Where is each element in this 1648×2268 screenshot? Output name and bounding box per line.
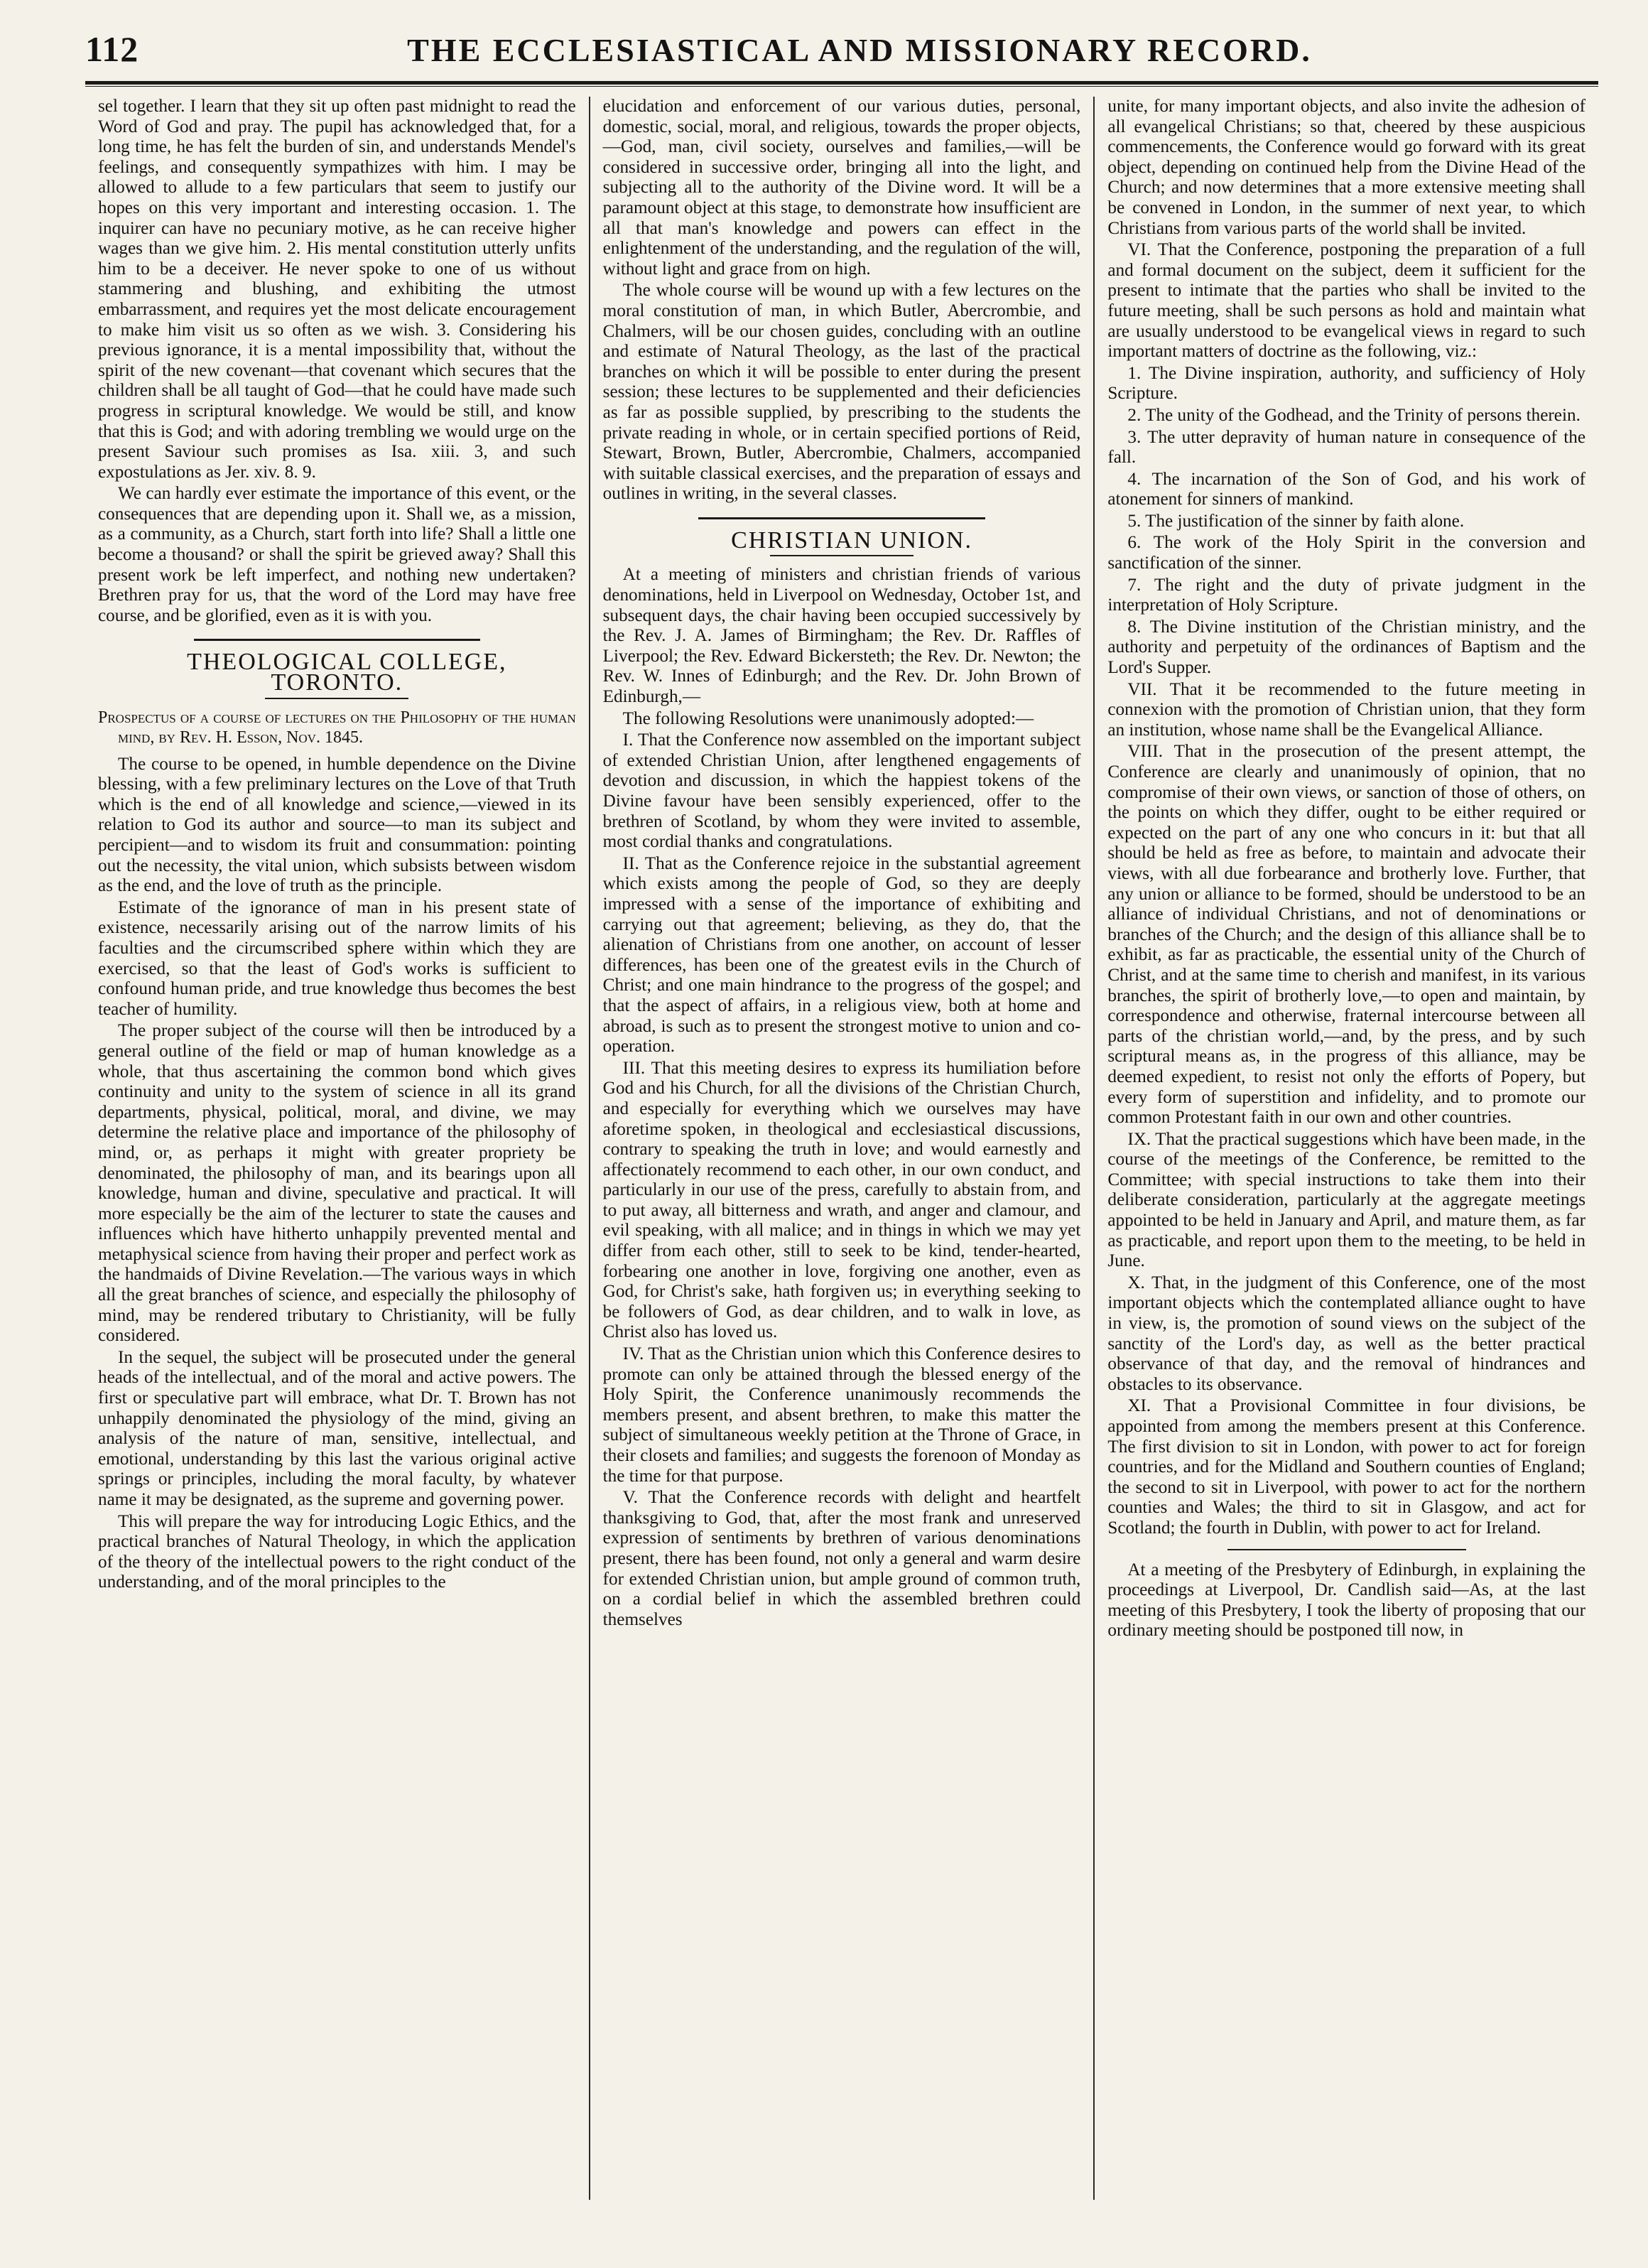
section-divider xyxy=(698,517,985,519)
page-number: 112 xyxy=(85,29,139,69)
section-divider xyxy=(770,555,914,556)
paragraph: The course to be opened, in humble dependence on the Divine blessing, with a few preliminary lectures on the Love of that Truth which is the end of all knowledge and science,—viewed in its relation to God its author and source—to man its subject and percipient—and to wisdom its fruit and consummation: pointing out the necessity, the vital union, which subsists between wisdom as the end, and the love of truth as the principle. xyxy=(98,754,576,896)
resolution: II. That as the Conference rejoice in the substantial agreement which exists among the people of God, so they are deeply impressed with a sense of the importance of exhibiting and carrying out that agreement; believing, as they do, that the alienation of Christians from one another, on account of lesser differences, has been one of the greatest evils in the Church of Christ; and one main hindrance to the progress of the gospel; and that the aspect of affairs, in a religious view, both at home and abroad, is such as to present the strongest motive to union and co-operation. xyxy=(602,853,1081,1057)
resolution: XI. That a Provisional Committee in four divisions, be appointed from among the members present at this Conference. The first division to sit in London, with power to act for foreign countries, and for the Midland and Southern counties of England; the second to sit in Liverpool, with power to act for the northern counties and Wales; the third to sit in Glasgow, and act for Scotland; the fourth in Dublin, with power to act for Ireland. xyxy=(1107,1396,1586,1538)
article-columns xyxy=(85,97,1598,2200)
section-divider xyxy=(1227,1549,1466,1550)
paragraph: sel together. I learn that they sit up often past midnight to read the Word of God and pray. The pupil has acknowledged that, for a long time, he has felt the burden of sin, and understands Mendel's feelings, and consequently sympathizes with him. I may be allowed to allude to a few particulars that seem to justify our hopes on this very important and interesting occasion. 1. The inquirer can have no pecuniary motive, as he can receive higher wages than we give him. 2. His mental constitution utterly unfits him to be a deceiver. He never spoke to one of us without stammering and blushing, and exhibiting the utmost embarrassment, and requires yet the most delicate encouragement to make him visit us so often as we wish. 3. Considering his previous ignorance, it is a mental impossibility that, without the spirit of the new covenant—that covenant which secures that the children shall be all taught of God—that he could have made such progress in scriptural knowledge. We would be still, and know that this is God; and with adoring trembling we would urge on the present Saviour such promises as Isa. xiii. 3, and such expostulations as Jer. xiv. 8. 9. xyxy=(98,97,576,482)
paragraph: In the sequel, the subject will be prosecuted under the general heads of the intellectual, and of the moral and active powers. The first or speculative part will embrace, what Dr. T. Brown has not unhappily denominated the physiology of the mind, giving an analysis of the nature of man, sensitive, intellectual, and emotional, understanding by this last the various original active springs or principles, including the moral faculty, by whatever name it may be designated, as the supreme and governing power. xyxy=(98,1347,576,1509)
paragraph: The proper subject of the course will then be introduced by a general outline of the field or map of human knowledge as a whole, that thus ascertaining the common bond which gives continuity and unity to the system of science in all its grand departments, physical, political, moral, and divine, we may determine the relative place and importance of the philosophy of mind, or, as perhaps it might with greater propriety be denominated, the philosophy of man, and its bearings upon all knowledge, human and divine, speculative and practical. It will more especially be the aim of the lecturer to state the causes and influences which have hitherto unhappily prevented mental and metaphysical science from having their proper and perfect work as the handmaids of Divine Revelation.—The various ways in which all the great branches of science, and especially the philosophy of mind, may be rendered tributary to Christianity, will be fully considered. xyxy=(98,1021,576,1346)
paragraph: We can hardly ever estimate the importance of this event, or the consequences that are depending upon it. Shall we, as a mission, as a community, as a Church, start forth into life? Shall a little one become a thousand? or shall the spirit be grieved away? Shall this present work be left imperfect, and nothing new undertaken? Brethren pray for us, that the word of the Lord may have free course, and be glorified, even as it is with you. xyxy=(98,484,576,625)
paragraph: unite, for many important objects, and also invite the adhesion of all evangelical Christians; so that, cheered by these auspicious commencements, the Conference would go forward with its great object, depending on continued help from the Divine Head of the Church; and now determines that a more extensive meeting shall be convened in London, in the summer of next year, to which Christians from various parts of the world shall be invited. xyxy=(1107,97,1586,238)
doctrine-item: 5. The justification of the sinner by faith alone. xyxy=(1127,511,1465,531)
doctrine-item: 6. The work of the Holy Spirit in the conversion and sanctification of the sinner. xyxy=(1107,533,1586,573)
resolution: IX. That the practical suggestions which have been made, in the course of the meetings of the Conference, be remitted to the Committee; with special instructions to take them into their deliberate consideration, particularly at the aggregate meetings appointed to be held in January and April, and mature them, as far as practicable, and report upon them to the meeting, to be held in June. xyxy=(1107,1129,1586,1271)
resolution: VII. That it be recommended to the future meeting in connexion with the promotion of Christian union, that they form an institution, whose name shall be the Evangelical Alliance. xyxy=(1107,679,1586,740)
resolution: X. That, in the judgment of this Conference, one of the most important objects which the contemplated alliance ought to have in view, is, the promotion of sound views on the subject of the sanctity of the Lord's day, as well as the better practical observance of that day, and the removal of hindrances and obstacles to its observance. xyxy=(1107,1273,1586,1394)
section-title-christian-union: CHRISTIAN UNION. xyxy=(731,526,972,554)
doctrine-item: 1. The Divine inspiration, authority, and sufficiency of Holy Scripture. xyxy=(1107,363,1586,404)
paragraph: At a meeting of ministers and christian friends of various denominations, held in Liverpool on Wednesday, October 1st, and subsequent days, the chair having been occupied successively by the Rev. J. A. James of Birmingham; the Rev. Dr. Raffles of Liverpool; the Rev. Edward Bickersteth; the Rev. Dr. Newton; the Rev. W. Innes of Edinburgh; and the Rev. Dr. John Brown of Edinburgh,— xyxy=(602,565,1081,707)
doctrine-item: 8. The Divine institution of the Christian ministry, and the authority and perpetuity of the ordinances of Baptism and the Lord's Supper. xyxy=(1107,617,1586,678)
paragraph: elucidation and enforcement of our various duties, personal, domestic, social, moral, and religious, towards the proper objects,—God, man, civil society, ourselves and families,—will be considered in successive order, bringing all into the light, and subjecting all to the authority of the Divine word. It will be a paramount object at this stage, to demonstrate how insufficient are all that man's knowledge and powers can effect in the enlightenment of the understanding, and the regulation of the will, without light and grace from on high. xyxy=(602,97,1081,279)
section-title-theological-college: THEOLOGICAL COLLEGE, TORONTO. xyxy=(187,649,507,696)
prospectus-heading: Prospectus of a course of lectures on the Philosophy of the human mind, by Rev. H. Esson, Nov. 1845. xyxy=(98,708,576,747)
running-title: THE ECCLESIASTICAL AND MISSIONARY RECORD. xyxy=(407,32,1312,68)
column-2 xyxy=(589,97,1094,2200)
resolution: I. That the Conference now assembled on the important subject of extended Christian Union, after lengthened engagements of devotion and discussion, in which the happiest tokens of the Divine favour have been sensibly experienced, offer to the brethren of Scotland, by whom they were invited to assemble, most cordial thanks and congratulations. xyxy=(602,730,1081,852)
column-3 xyxy=(1093,97,1598,2200)
resolution: V. That the Conference records with delight and heartfelt thanksgiving to God, that, after the most frank and unreserved expression of sentiments by brethren of various denominations present, there has been found, not only a general and warm desire for extended Christian union, but ample ground of common truth, on a cordial belief in which the assembled brethren could themselves xyxy=(602,1488,1081,1629)
resolution: VI. That the Conference, postponing the preparation of a full and formal document on the subject, deem it sufficient for the present to intimate that the parties who shall be invited to the future meeting, shall be such persons as hold and maintain what are usually understood to be evangelical views in regard to such important matters of doctrine as the following, viz.: xyxy=(1107,240,1586,362)
paragraph: Estimate of the ignorance of man in his present state of existence, necessarily arising out of the narrow limits of his faculties and the circumscribed sphere within which they are exercised, so that the least of God's works is sufficient to confound human pride, and true knowledge thus becomes the best teacher of humility. xyxy=(98,897,576,1019)
page-header xyxy=(85,28,1598,81)
resolution: VIII. That in the prosecution of the present attempt, the Conference are clearly and unanimously of opinion, that no compromise of their own views, or sanction of those of others, on the points on which they differ, ought to be either required or expected on the part of any one who concurs in it: but that all should be held as free as before, to maintain and advocate their views, with all due forbearance and brotherly love. Further, that any union or alliance to be formed, should be understood to be an alliance of individual Christians, and not of denominations or branches of the Church; and the design of this alliance shall be to exhibit, as far as practicable, the essential unity of the Church of Christ, and at the same time to cherish and manifest, in its various branches, the spirit of brotherly love,—to open and maintain, by correspondence and otherwise, fraternal intercourse between all parts of the christian world,—and, by the press, and by such scriptural means as, in the progress of this alliance, may be deemed expedient, to resist not only the efforts of Popery, but every form of superstition and infidelity, and to promote our common Protestant faith in our own and other countries. xyxy=(1107,742,1586,1128)
paragraph: At a meeting of the Presbytery of Edinburgh, in explaining the proceedings at Liverpool, Dr. Candlish said—As, at the last meeting of this Presbytery, I took the liberty of proposing that our ordinary meeting should be postponed till now, in xyxy=(1107,1560,1586,1641)
doctrine-item: 4. The incarnation of the Son of God, and his work of atonement for sinners of mankind. xyxy=(1107,469,1586,509)
section-divider xyxy=(194,639,481,641)
doctrine-item: 3. The utter depravity of human nature in consequence of the fall. xyxy=(1107,427,1586,468)
resolution: IV. That as the Christian union which this Conference desires to promote can only be attained through the blessed energy of the Holy Spirit, the Conference unanimously recommends the members present, and absent brethren, to make this matter the subject of simultaneous weekly petition at the Throne of Grace, in their closets and families; and suggests the forenoon of Monday as the time for that purpose. xyxy=(602,1344,1081,1486)
column-1 xyxy=(85,97,589,2200)
paragraph: The following Resolutions were unanimously adopted:— xyxy=(622,708,1034,728)
paragraph: The whole course will be wound up with a few lectures on the moral constitution of man, in which Butler, Abercrombie, and Chalmers, will be our chosen guides, concluding with an outline and estimate of Natural Theology, as the last of the practical branches on which it will be possible to enter during the present session; these lectures to be supplemented and their deficiencies as far as possible supplied, by prescribing to the students the private reading in whole, or in certain specified portions of Reid, Stewart, Brown, Butler, Abercrombie, Chalmers, accompanied with suitable classical exercises, and the preparation of essays and outlines in writing, in the several classes. xyxy=(602,281,1081,504)
resolution: III. That this meeting desires to express its humiliation before God and his Church, for all the divisions of the Christian Church, and especially for everything which we ourselves may have aforetime spoken, in theological and ecclesiastical discussions, contrary to speaking the truth in love; and would earnestly and affectionately recommend to each other, in our own conduct, and particularly in our use of the press, carefully to abstain from, and to put away, all bitterness and wrath, and anger and clamour, and evil speaking, with all malice; and in things in which we may yet differ from each other, still to seek to be kind, tender-hearted, forbearing one another in love, forgiving one another, even as God, for Christ's sake, hath forgiven us; in everything seeking to be followers of God, as dear children, and to walk in love, as Christ also has loved us. xyxy=(602,1058,1081,1342)
doctrine-item: 2. The unity of the Godhead, and the Trinity of persons therein. xyxy=(1127,405,1581,425)
doctrine-item: 7. The right and the duty of private judgment in the interpretation of Holy Scripture. xyxy=(1107,575,1586,615)
paragraph: This will prepare the way for introducing Logic Ethics, and the practical branches of Natural Theology, in which the application of the theory of the intellectual powers to the right conduct of the understanding, and of the moral principles to the xyxy=(98,1511,576,1592)
header-rule xyxy=(85,81,1598,87)
section-divider xyxy=(265,698,408,699)
